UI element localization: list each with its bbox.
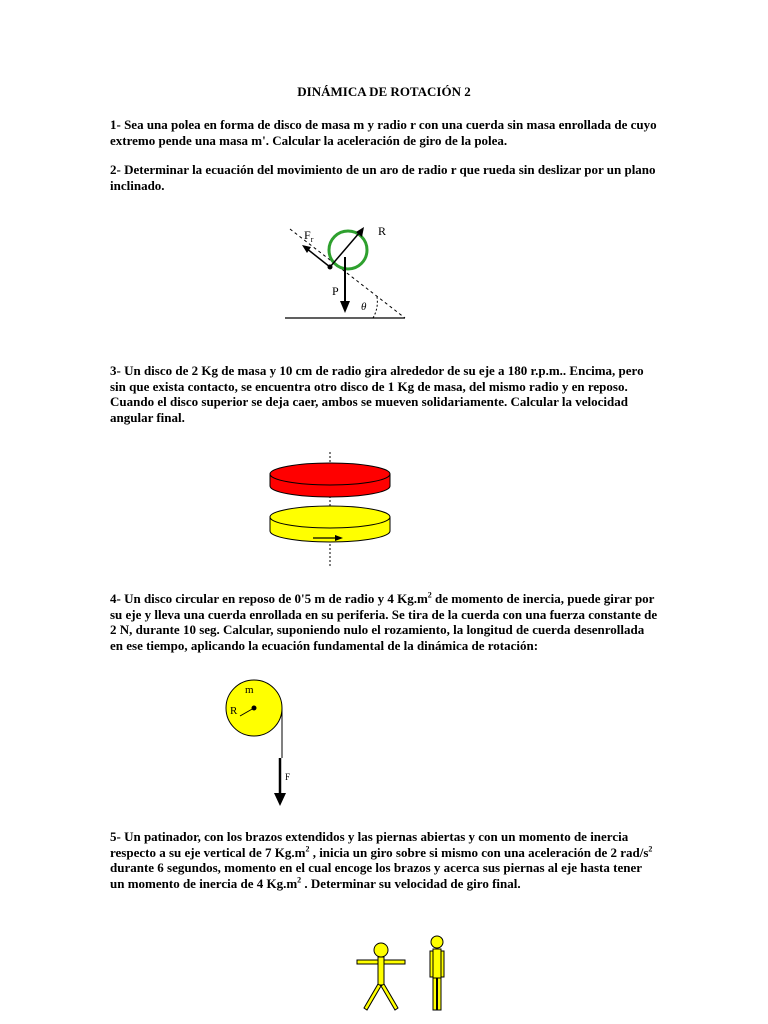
problem-4-text-b: de momento de inercia, puede girar por su eje y lleva una cuerda enrollada en su periferia. Se tira de la cuerda con una fuerza constante de 2 N, durante 10 seg. Calcular, suponiendo nulo el rozamiento, la longitud de cuerda desenrollada en ese tiempo, aplicando la ecuación fundamental de la dinámica de rotación: [110, 591, 658, 653]
problem-4 [110, 591, 658, 653]
rolling-ring [329, 231, 367, 269]
problem-5 [110, 829, 658, 891]
problem-5-sup-1: 2 [305, 844, 310, 854]
weight-arrowhead [340, 301, 350, 313]
label-fr: $F_r$ [304, 228, 314, 244]
top-disc-face [270, 463, 390, 485]
skater-figure [355, 932, 455, 1016]
label-r: R [378, 224, 387, 238]
skater-extended-body [378, 957, 384, 985]
problem-2: 2- Determinar la ecuación del movimiento de un aro de radio r que rueda sin deslizar por un plano inclinado. [110, 162, 656, 193]
label-r: R [230, 705, 238, 717]
label-m: m [245, 684, 254, 696]
problem-5-sup-3: 2 [297, 875, 302, 885]
problem-5-text-d: . Determinar su velocidad de giro final. [301, 875, 521, 891]
incline-ring-figure [280, 215, 415, 325]
page-title: DINÁMICA DE ROTACIÓN 2 [297, 84, 471, 99]
problem-5-text-b: , inicia un giro sobre si mismo con una aceleración de 2 rad/s [309, 844, 649, 860]
contact-point [328, 265, 333, 270]
skater-contracted-right-leg [438, 978, 442, 1010]
friction-force-line [306, 248, 330, 267]
problem-5-text-c: durante 6 segundos, momento en el cual encoge los brazos y acerca sus piernas al eje hasta tener un momento de inercia de 4 Kg.m [110, 860, 642, 891]
two-discs-figure [265, 448, 395, 573]
skater-contracted-left-leg [433, 978, 437, 1010]
skater-contracted-right-arm [441, 951, 444, 977]
angle-arc [373, 297, 377, 318]
problem-4-text-a: 4- Un disco circular en reposo de 0'5 m de radio y 4 Kg.m [110, 591, 428, 606]
skater-extended-right-leg [381, 984, 398, 1010]
label-p: P [332, 284, 339, 298]
bottom-disc-face [270, 506, 390, 528]
problem-3: 3- Un disco de 2 Kg de masa y 10 cm de radio gira alrededor de su eje a 180 r.p.m.. Encima, pero sin que exista contacto, se encuentra otro disco de 1 Kg de masa, del mismo radio y en reposo. Cuando el disco superior se deja caer, ambos se mueven solidariamente. Calcular la velocidad angular final. [110, 363, 644, 425]
problem-5-text-a: 5- Un patinador, con los brazos extendidos y las piernas abiertas y con un momento de inercia respecto a su eje vertical de 7 Kg.m [110, 829, 629, 860]
label-theta: θ [361, 301, 367, 313]
force-arrowhead [274, 793, 286, 806]
problem-1: 1- Sea una polea en forma de disco de masa m y radio r con una cuerda sin masa enrollada de cuyo extremo pende una masa m'. Calcular la aceleración de giro de la polea. [110, 117, 657, 148]
skater-contracted-head [431, 936, 443, 948]
skater-extended [357, 943, 405, 1010]
problem-4-sup: 2 [427, 590, 432, 600]
problem-5-sup-2: 2 [648, 844, 653, 854]
skater-contracted-body [433, 949, 441, 979]
skater-extended-head [374, 943, 388, 957]
skater-contracted-left-arm [430, 951, 433, 977]
skater-contracted [430, 936, 444, 1010]
pulley-center [252, 706, 257, 711]
label-f: F [285, 772, 291, 782]
skater-extended-left-leg [364, 984, 381, 1010]
pulley-figure [222, 678, 302, 810]
